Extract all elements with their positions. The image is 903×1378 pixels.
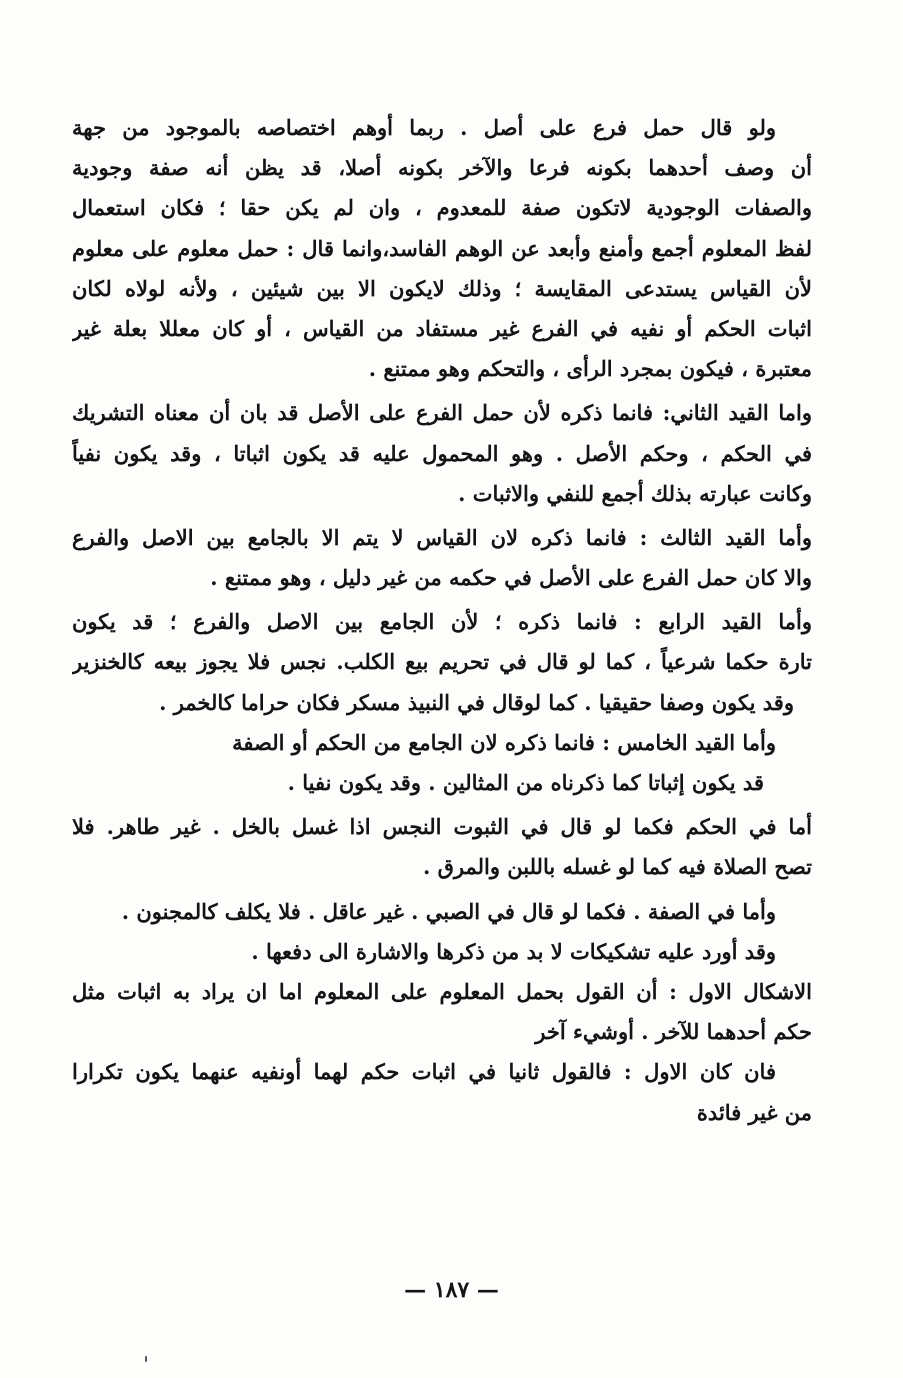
- page-number: — ١٨٧ —: [404, 1277, 499, 1303]
- text-line: وأما القيد الثالث : فانما ذكره لان القياس لا يتم الا بالجامع بين الاصل والفرع: [72, 524, 812, 550]
- text-line: وقد يكون وصفا حقيقيا . كما لوقال في النبيذ مسكر فكان حراما كالخمر .: [159, 689, 794, 715]
- text-line: تارة حكما شرعياً ، كما لو قال في تحريم بيع الكلب. نجس فلا يجوز بيعه كالخنزير: [72, 649, 812, 675]
- text-line: قد يكون إثباتا كما ذكرناه من المثالين . وقد يكون نفيا .: [287, 770, 764, 795]
- page-body-text: [72, 108, 812, 1133]
- text-line: معتبرة ، فيكون بمجرد الرأى ، والتحكم وهو ممتنع .: [368, 356, 812, 382]
- text-line: والا كان حمل الفرع على الأصل في حكمه من غير دليل ، وهو ممتنع .: [210, 565, 812, 591]
- text-line: لأن القياس يستدعى المقايسة ؛ وذلك لايكون الا بين شيئين ، ولأنه لولاه لكان: [72, 275, 812, 301]
- scan-speck: [145, 1356, 147, 1362]
- text-line: وأما في الصفة . فكما لو قال في الصبي . غير عاقل . فلا يكلف كالمجنون .: [121, 898, 776, 924]
- text-line: وكانت عبارته بذلك أجمع للنفي والاثبات .: [458, 480, 812, 506]
- text-line: والصفات الوجودية لاتكون صفة للمعدوم ، وان لم يكن حقا ؛ فكان استعمال: [72, 195, 812, 221]
- text-line: وأما القيد الرابع : فانما ذكره ؛ لأن الجامع بين الاصل والفرع ؛ قد يكون: [72, 609, 812, 635]
- text-line: أن وصف أحدهما بكونه فرعا والآخر بكونه أصلا، قد يظن أنه صفة وجودية: [72, 155, 812, 181]
- text-line: ولو قال حمل فرع على أصل . ربما أوهم اختصاصه بالموجود من جهة: [72, 115, 776, 140]
- text-line: تصح الصلاة فيه كما لو غسله باللبن والمرق .: [422, 854, 812, 880]
- text-line: وأما القيد الخامس : فانما ذكره لان الجامع من الحكم أو الصفة: [232, 729, 776, 755]
- text-line: وقد أورد عليه تشكيكات لا بد من ذكرها والاشارة الى دفعها .: [251, 938, 776, 964]
- text-line: الاشكال الاول : أن القول بحمل المعلوم على المعلوم اما ان يراد به اثبات مثل: [72, 978, 812, 1004]
- text-line: فان كان الاول : فالقول ثانيا في اثبات حكم لهما أونفيه عنهما يكون تكرارا: [72, 1059, 776, 1085]
- text-line: لفظ المعلوم أجمع وأمنع وأبعد عن الوهم الفاسد،وانما قال : حمل معلوم على معلوم: [72, 235, 812, 261]
- text-line: حكم أحدهما للآخر . أوشيء آخر: [535, 1019, 812, 1045]
- text-line: في الحكم ، وحكم الأصل . وهو المحمول عليه قد يكون اثباتا ، وقد يكون نفياً: [72, 440, 812, 466]
- text-line: اثبات الحكم أو نفيه في الفرع غير مستفاد من القياس ، أو كان معللا بعلة غير: [72, 315, 812, 341]
- text-line: من غير فائدة: [696, 1099, 812, 1125]
- text-line: أما في الحكم فكما لو قال في الثبوت النجس اذا غسل بالخل . غير طاهر. فلا: [72, 814, 812, 840]
- text-line: واما القيد الثاني: فانما ذكره لأن حمل الفرع على الأصل قد بان أن معناه التشريك: [72, 400, 812, 426]
